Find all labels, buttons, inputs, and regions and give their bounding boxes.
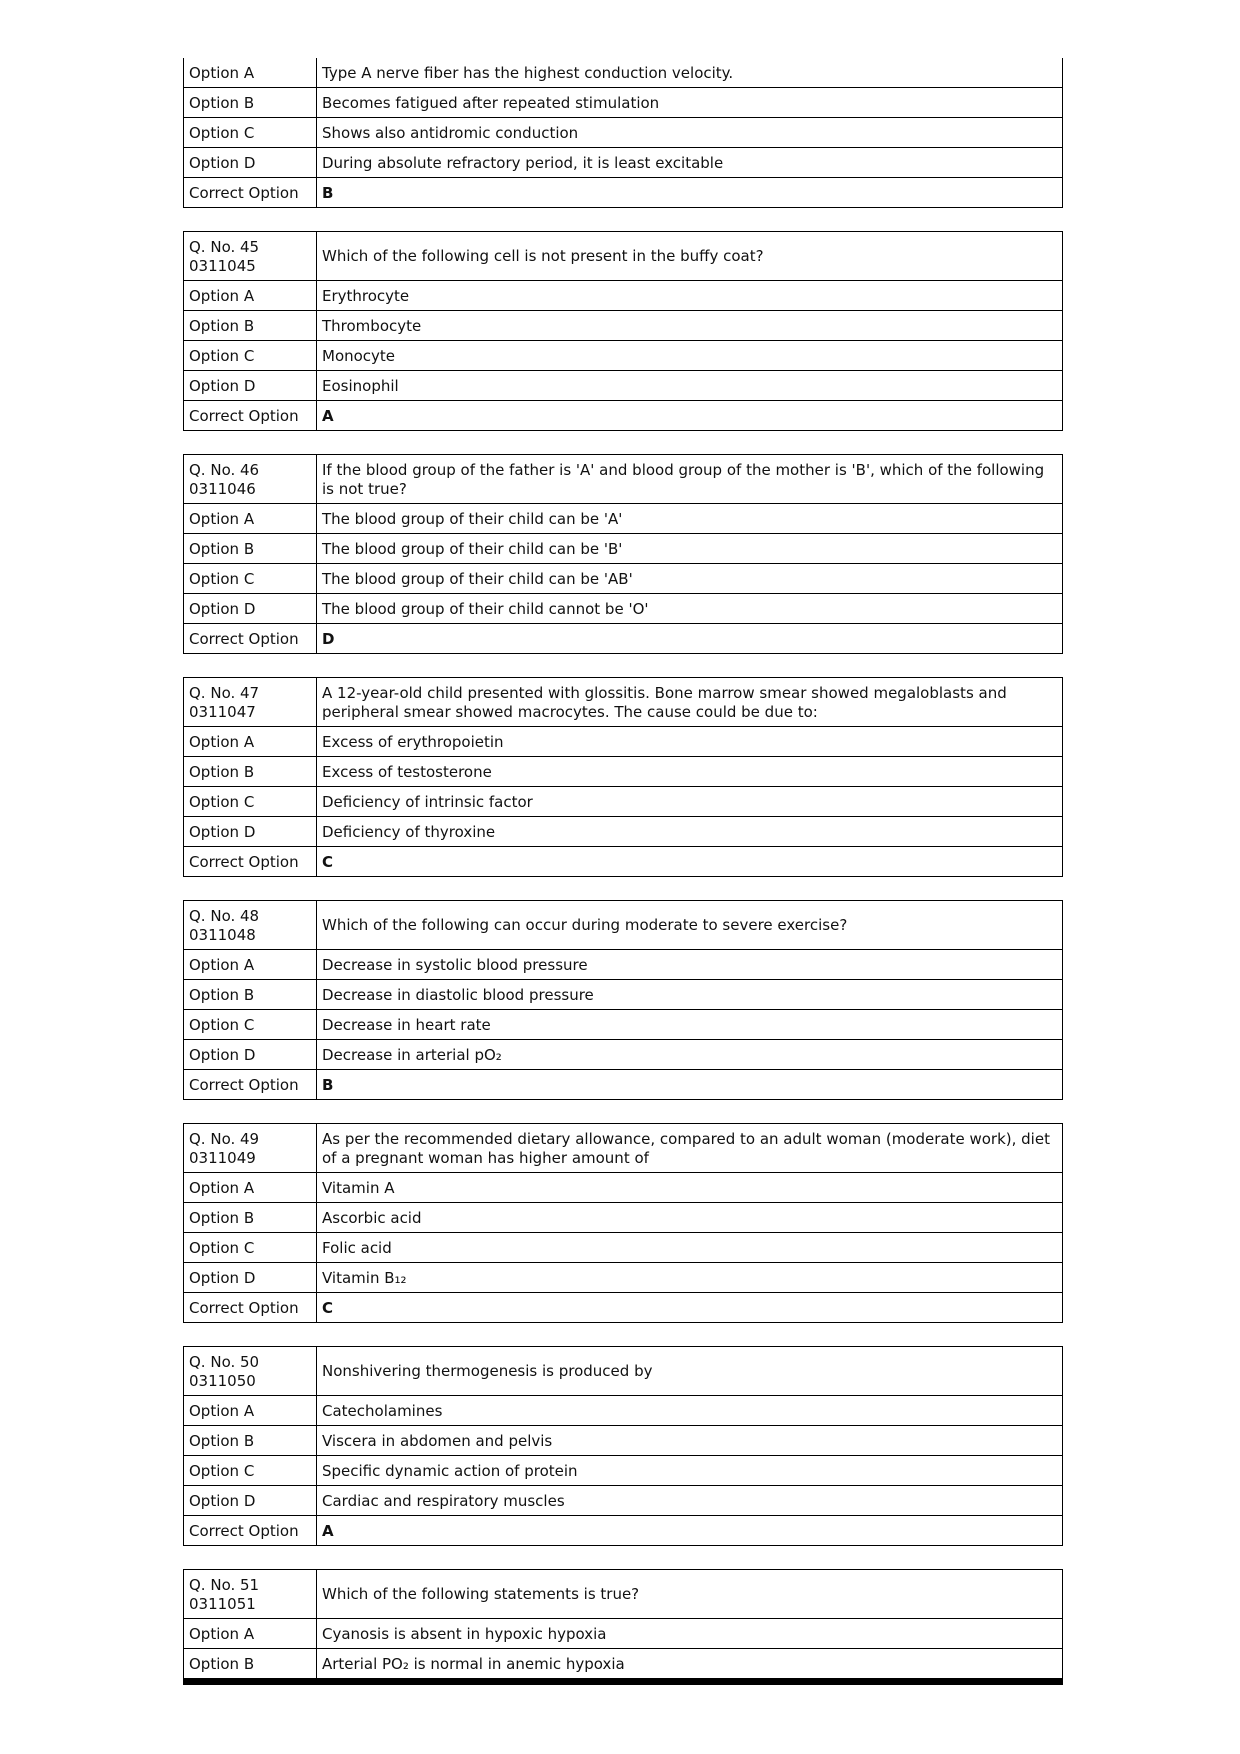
option-c-text: Deficiency of intrinsic factor [317,787,1063,817]
option-c-text: Specific dynamic action of protein [317,1456,1063,1486]
correct-option-label: Correct Option [184,1070,317,1100]
option-b-label: Option B [184,757,317,787]
option-d-label: Option D [184,148,317,178]
correct-option-label: Correct Option [184,624,317,654]
question-id [184,455,317,504]
question-block-49 [183,1123,1063,1323]
option-d-label: Option D [184,1263,317,1293]
option-c-label: Option C [184,564,317,594]
question-id [184,1347,317,1396]
option-a-label: Option A [184,727,317,757]
option-b-text: Excess of testosterone [317,757,1063,787]
option-b-label: Option B [184,311,317,341]
question-block-45 [183,231,1063,431]
option-a-label: Option A [184,281,317,311]
question-id [184,1570,317,1619]
option-d-label: Option D [184,1040,317,1070]
option-b-label: Option B [184,534,317,564]
correct-option-label: Correct Option [184,401,317,431]
option-a-text: Catecholamines [317,1396,1063,1426]
correct-option-value: A [317,401,1063,431]
option-c-label: Option C [184,1010,317,1040]
correct-option-value: C [317,1293,1063,1323]
correct-option-value: B [317,178,1063,208]
question-block-51 [183,1569,1063,1685]
question-block-50 [183,1346,1063,1546]
option-a-text: Decrease in systolic blood pressure [317,950,1063,980]
option-d-label: Option D [184,817,317,847]
question-code: 0311049 [189,1149,256,1167]
option-b-text: The blood group of their child can be 'B' [317,534,1063,564]
question-number: Q. No. 49 [189,1130,260,1148]
option-c-label: Option C [184,341,317,371]
option-a-text: Cyanosis is absent in hypoxic hypoxia [317,1619,1063,1649]
question-id [184,1124,317,1173]
question-text: Which of the following can occur during moderate to severe exercise? [317,901,1063,950]
option-b-text: Decrease in diastolic blood pressure [317,980,1063,1010]
option-c-text: Folic acid [317,1233,1063,1263]
question-number: Q. No. 46 [189,461,260,479]
option-d-text: During absolute refractory period, it is least excitable [317,148,1063,178]
option-b-label: Option B [184,980,317,1010]
correct-option-value: A [317,1516,1063,1546]
question-block-48 [183,900,1063,1100]
question-block-47 [183,677,1063,877]
option-b-text: Viscera in abdomen and pelvis [317,1426,1063,1456]
option-b-text: Ascorbic acid [317,1203,1063,1233]
option-d-text: The blood group of their child cannot be 'O' [317,594,1063,624]
correct-option-value: D [317,624,1063,654]
option-b-text: Thrombocyte [317,311,1063,341]
option-c-label: Option C [184,1233,317,1263]
correct-option-label: Correct Option [184,1293,317,1323]
option-d-label: Option D [184,594,317,624]
question-sheet [183,58,1063,1685]
question-text: A 12-year-old child presented with glossitis. Bone marrow smear showed megaloblasts and peripheral smear showed macrocytes. The cause could be due to: [317,678,1063,727]
option-d-text: Deficiency of thyroxine [317,817,1063,847]
option-a-label: Option A [184,1396,317,1426]
option-b-text: Arterial PO₂ is normal in anemic hypoxia [317,1649,1063,1682]
question-text: As per the recommended dietary allowance, compared to an adult woman (moderate work), diet of a pregnant woman has higher amount of [317,1124,1063,1173]
question-code: 0311045 [189,257,256,275]
question-number: Q. No. 48 [189,907,260,925]
question-id [184,678,317,727]
option-a-text: Erythrocyte [317,281,1063,311]
question-text: Which of the following statements is true? [317,1570,1063,1619]
question-id [184,232,317,281]
option-b-text: Becomes fatigued after repeated stimulation [317,88,1063,118]
option-d-text: Decrease in arterial pO₂ [317,1040,1063,1070]
question-text: Which of the following cell is not present in the buffy coat? [317,232,1063,281]
question-code: 0311047 [189,703,256,721]
option-a-label: Option A [184,58,317,88]
option-b-label: Option B [184,1649,317,1682]
option-d-label: Option D [184,371,317,401]
correct-option-label: Correct Option [184,178,317,208]
question-block-44 [183,58,1063,208]
option-a-label: Option A [184,1619,317,1649]
option-a-text: Type A nerve fiber has the highest conduction velocity. [317,58,1063,88]
question-id [184,901,317,950]
correct-option-value: B [317,1070,1063,1100]
correct-option-label: Correct Option [184,1516,317,1546]
correct-option-value: C [317,847,1063,877]
option-a-text: Excess of erythropoietin [317,727,1063,757]
question-code: 0311051 [189,1595,256,1613]
question-block-46 [183,454,1063,654]
option-b-label: Option B [184,88,317,118]
option-c-label: Option C [184,787,317,817]
option-c-text: Decrease in heart rate [317,1010,1063,1040]
question-text: If the blood group of the father is 'A' and blood group of the mother is 'B', which of the following is not true? [317,455,1063,504]
option-a-text: The blood group of their child can be 'A' [317,504,1063,534]
question-text: Nonshivering thermogenesis is produced by [317,1347,1063,1396]
question-code: 0311048 [189,926,256,944]
question-number: Q. No. 47 [189,684,260,702]
option-b-label: Option B [184,1203,317,1233]
option-d-text: Vitamin B₁₂ [317,1263,1063,1293]
option-c-label: Option C [184,118,317,148]
option-d-text: Eosinophil [317,371,1063,401]
question-number: Q. No. 51 [189,1576,260,1594]
question-number: Q. No. 50 [189,1353,260,1371]
question-code: 0311050 [189,1372,256,1390]
question-number: Q. No. 45 [189,238,260,256]
option-a-label: Option A [184,504,317,534]
option-a-text: Vitamin A [317,1173,1063,1203]
question-code: 0311046 [189,480,256,498]
option-d-text: Cardiac and respiratory muscles [317,1486,1063,1516]
correct-option-label: Correct Option [184,847,317,877]
option-b-label: Option B [184,1426,317,1456]
option-d-label: Option D [184,1486,317,1516]
option-a-label: Option A [184,950,317,980]
option-a-label: Option A [184,1173,317,1203]
option-c-text: Monocyte [317,341,1063,371]
option-c-text: The blood group of their child can be 'AB' [317,564,1063,594]
option-c-text: Shows also antidromic conduction [317,118,1063,148]
option-c-label: Option C [184,1456,317,1486]
